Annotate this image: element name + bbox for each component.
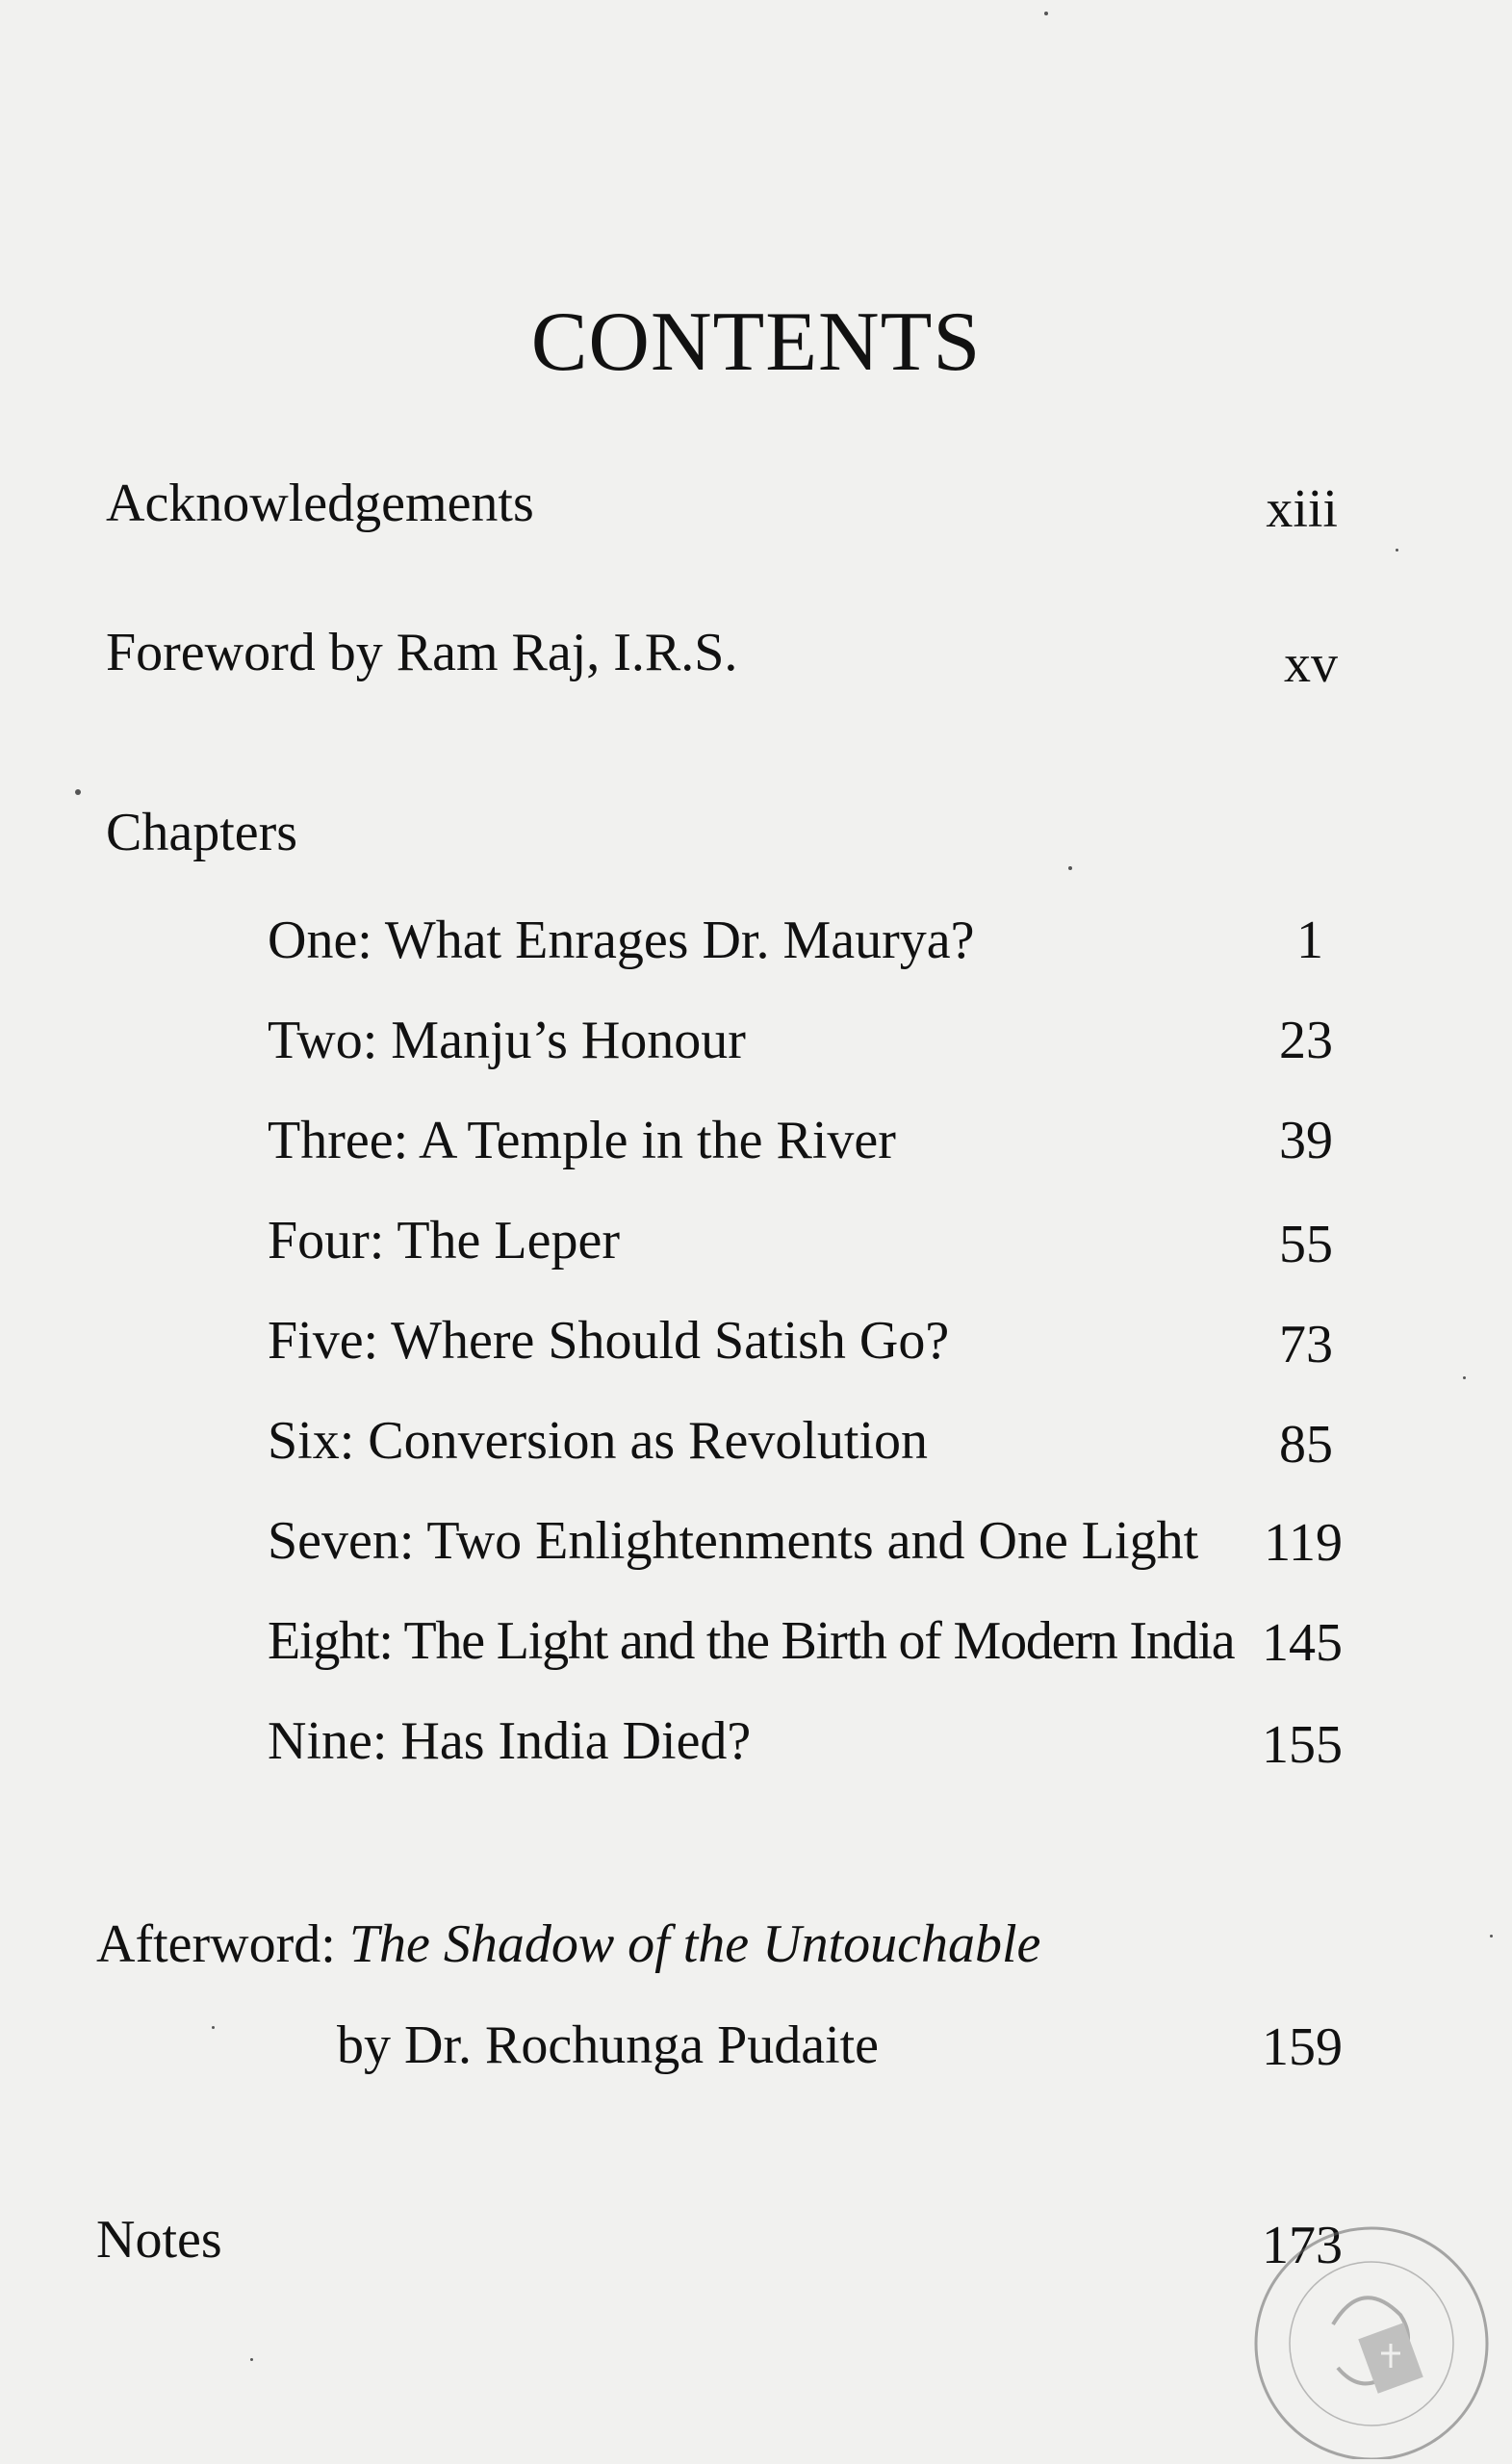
toc-entry-foreword-label: Foreword by Ram Raj, I.R.S.: [106, 623, 738, 682]
chapter-eight-label: Eight: The Light and the Birth of Modern India: [268, 1611, 1235, 1671]
toc-entry-acknowledgements-label: Acknowledgements: [106, 474, 534, 533]
chapter-six-page: 85: [1279, 1415, 1333, 1475]
scan-speck: [75, 789, 81, 795]
scan-speck: [250, 2358, 253, 2361]
chapter-seven-page: 119: [1264, 1513, 1343, 1573]
chapter-three-label: Three: A Temple in the River: [268, 1111, 896, 1170]
scan-speck: [1490, 1935, 1493, 1938]
toc-entry-foreword-page: xv: [1284, 634, 1338, 694]
chapter-eight-page: 145: [1262, 1613, 1343, 1673]
scan-speck: [1044, 12, 1048, 15]
chapter-four-label: Four: The Leper: [268, 1211, 620, 1270]
chapter-five-page: 73: [1279, 1315, 1333, 1374]
scan-speck: [1396, 549, 1398, 552]
chapters-heading: Chapters: [106, 803, 298, 862]
watermark-stamp: [1217, 2180, 1497, 2459]
afterword-title: The Shadow of the Untouchable: [348, 1914, 1041, 1974]
chapter-four-page: 55: [1279, 1215, 1333, 1274]
chapter-five-label: Five: Where Should Satish Go?: [268, 1311, 950, 1371]
chapter-two-page: 23: [1279, 1011, 1333, 1070]
chapter-seven-label: Seven: Two Enlightenments and One Light: [268, 1511, 1199, 1571]
notes-label: Notes: [96, 2210, 222, 2270]
scan-speck: [212, 2026, 215, 2029]
chapter-nine-page: 155: [1262, 1715, 1343, 1775]
toc-entry-acknowledgements-page: xiii: [1266, 479, 1338, 539]
chapter-six-label: Six: Conversion as Revolution: [268, 1411, 928, 1471]
afterword-byline: by Dr. Rochunga Pudaite: [337, 2015, 880, 2075]
scan-speck: [1463, 1376, 1466, 1379]
page-title: CONTENTS: [530, 295, 982, 389]
chapter-three-page: 39: [1279, 1111, 1333, 1170]
notes-page: 173: [1262, 2216, 1343, 2275]
chapter-one-page: 1: [1296, 911, 1323, 970]
afterword-line: [96, 1911, 1040, 1978]
scan-speck: [1068, 866, 1072, 870]
chapter-one-label: One: What Enrages Dr. Maurya?: [268, 911, 975, 970]
chapter-two-label: Two: Manju’s Honour: [268, 1011, 746, 1070]
afterword-page: 159: [1262, 2017, 1343, 2077]
afterword-prefix: Afterword:: [96, 1914, 336, 1974]
chapter-nine-label: Nine: Has India Died?: [268, 1711, 752, 1771]
